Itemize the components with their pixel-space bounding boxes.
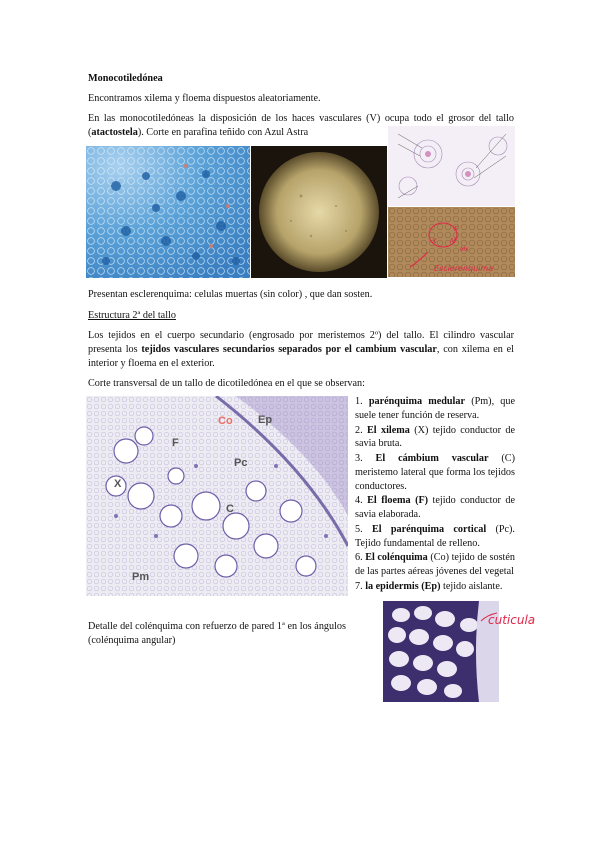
list-text: (Co) tejido de sostén de las partes aéreas jóvenes del vegetal — [355, 552, 515, 578]
list-term: El xilema — [367, 424, 410, 436]
p5-text-a: Los tejidos en el cuerpo secundario (engrosado por meristemos 2º) del tallo. El cilindro vascular presenta los — [88, 330, 514, 355]
list-item — [355, 395, 515, 423]
stain-label-esclerenquima: Esclerenquima — [434, 264, 494, 273]
sclerenchyma-annotated-svg — [388, 207, 515, 277]
list-num: 2. — [355, 424, 363, 436]
label-co: Co — [218, 415, 233, 427]
paragraph-esclerenquima: Presentan esclerenquima: celulas muertas (sin color) , que dan sosten. — [88, 289, 373, 300]
list-item — [355, 424, 515, 452]
label-x: X — [114, 478, 122, 490]
monocot-bundle-diagram — [388, 126, 515, 206]
p2-text-a: En las monocotiledóneas la disposición de los haces vasculares (V) ocupa todo el grosor del tallo ( — [88, 113, 514, 138]
list-text: (C) meristemo lateral que forma los tejidos conductores. — [355, 453, 515, 492]
list-num: 5. — [355, 523, 363, 535]
stain-label-x: X — [432, 237, 437, 245]
paragraph-xilema-floema: Encontramos xilema y floema dispuestos aleatoriamente. — [88, 93, 321, 104]
cuticula-annotation — [486, 608, 556, 632]
paragraph-colenquima-detalle: Detalle del colénquima con refuerzo de pared 1ª en los ángulos (colénquima angular) — [88, 621, 346, 646]
list-term: parénquima medular — [368, 396, 466, 407]
list-num: 6. — [355, 552, 363, 564]
monocot-blue-svg — [86, 146, 250, 278]
p5-term-tejidos-vasculares: tejidos vasculares secundarios separados por el cambium vascular — [141, 343, 437, 355]
list-num: 7. — [355, 580, 363, 592]
microscope-field-photo — [251, 146, 387, 278]
list-num: 4. — [355, 495, 363, 507]
label-pm: Pm — [132, 571, 150, 583]
section-title: Monocotiledónea — [88, 73, 163, 84]
collenchyma-micrograph — [383, 601, 499, 702]
collenchyma-svg — [383, 601, 499, 702]
list-item — [355, 551, 515, 579]
label-ep: Ep — [258, 414, 273, 426]
monocot-bundle-svg — [388, 126, 515, 206]
list-term: El floema (F) — [367, 495, 429, 507]
list-item — [355, 494, 515, 522]
list-term: El cámbium vascular — [375, 453, 489, 465]
monocot-blue-micrograph — [86, 146, 250, 278]
list-num: 3. — [355, 453, 363, 465]
subheading-estructura: Estructura 2ª del tallo — [88, 310, 176, 321]
list-term: El colénquima — [365, 552, 428, 564]
p2-text-c: ). Corte en parafina teñido con Azul Astra — [137, 126, 309, 138]
list-text: tejido conductor de savia elaborada. — [355, 495, 515, 521]
paragraph-corte-transversal: Corte transversal de un tallo de dicotiledónea en el que se observan: — [88, 378, 365, 389]
paragraph-tejidos-secundarios — [88, 329, 514, 370]
stain-label-f: F — [454, 225, 459, 233]
list-item — [355, 580, 515, 594]
list-term: la epidermis (Ep) — [365, 580, 441, 592]
list-item — [355, 452, 515, 493]
list-term: El parénquima cortical — [371, 523, 487, 535]
stain-label-m: M — [450, 237, 457, 245]
list-item — [355, 523, 515, 551]
stain-label-mx: Mx — [460, 246, 469, 253]
list-num: 1. — [355, 396, 363, 407]
list-text: (Pm), que suele tener función de reserva. — [355, 396, 516, 421]
tissue-list — [355, 395, 515, 595]
list-text: (X) tejido conductor de savia bruta. — [355, 424, 516, 450]
cuticula-label: cuticula — [488, 613, 536, 627]
list-text: (Pc). Tejido fundamental de relleno. — [355, 523, 515, 549]
label-f: F — [172, 437, 179, 449]
list-text: tejido aislante. — [440, 580, 503, 592]
dicot-stem-micrograph — [86, 396, 348, 596]
label-c: C — [226, 503, 234, 515]
p2-term-atactostela: atactostela — [91, 126, 138, 138]
dicot-stem-svg — [86, 396, 348, 596]
sclerenchyma-annotated-photo — [388, 207, 515, 277]
p5-text-c: , con xilema en el interior y floema en el exterior. — [88, 343, 514, 369]
microscope-field-svg — [251, 146, 387, 278]
label-pc: Pc — [234, 457, 248, 469]
